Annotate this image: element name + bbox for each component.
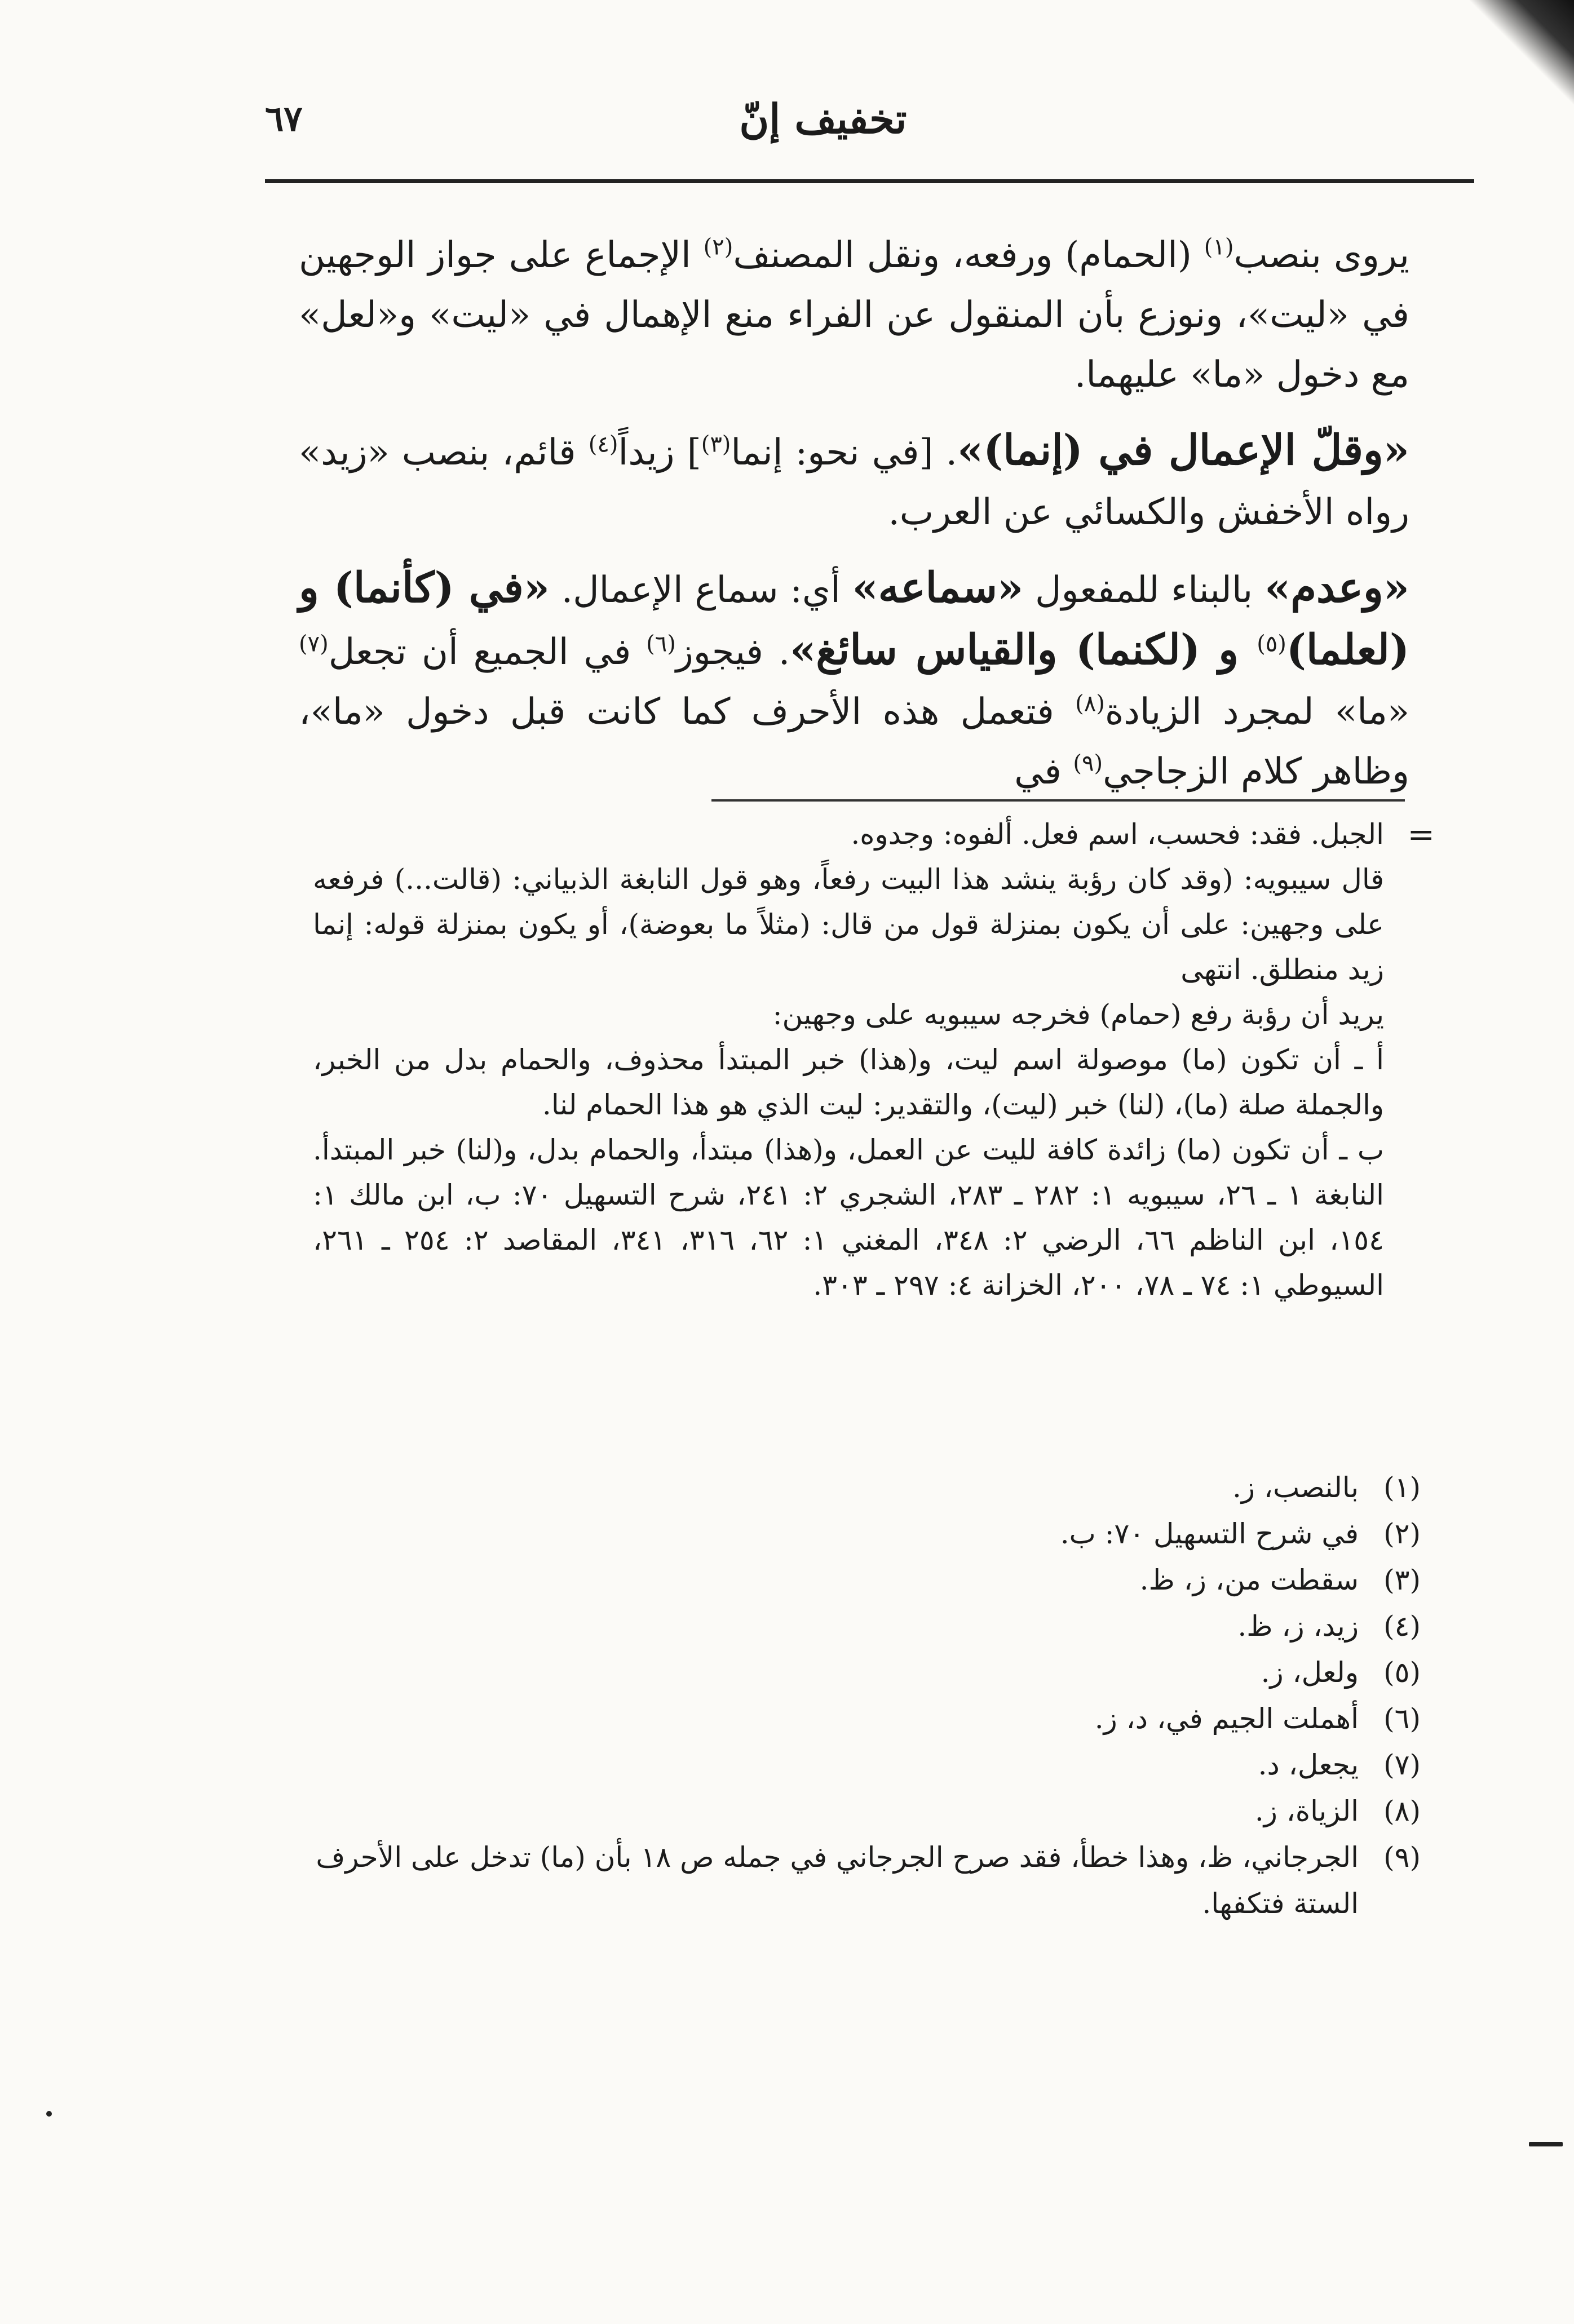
footnote-text: زيد، ز، ظ.: [1237, 1610, 1359, 1643]
footnote-item: [304, 1788, 1421, 1834]
footnote-ref: (٥): [1257, 631, 1286, 657]
text-run: «ما» لمجرد الزيادة: [1104, 691, 1410, 733]
text-run: في: [1014, 751, 1073, 793]
footnote-text: الجرجاني، ظ، وهذا خطأ، فقد صرح الجرجاني في جمله ص ١٨ بأن (ما) تدخل على الأحرف الستة فتكفها.: [316, 1841, 1359, 1920]
footnote-line: قال سيبويه: (وقد كان رؤبة ينشد هذا البيت رفعاً، وهو قول النابغة الذبياني: (قالت...) فرفعه على وجهين: على أن يكون بمنزلة قول من قال: (مثلاً ما بعوضة)، أو يكون بمنزلة قوله: إنما زيد منطلق. انتهى: [313, 863, 1384, 986]
matn-quote: و (لكنما) والقياس سائغ»: [790, 626, 1257, 674]
footnote-number: (٧): [1383, 1748, 1421, 1781]
matn-quote: «في (كأنما) و (لعلما): [299, 564, 1409, 674]
footnote-number: (٢): [1383, 1517, 1421, 1550]
running-title: تخفيف إنّ: [739, 94, 907, 143]
text-run: فتعمل هذه الأحرف كما كانت قبل دخول «ما»، وظاهر كلام الزجاجي: [299, 691, 1409, 793]
text-run: الإجماع على جواز الوجهين في «ليت»، ونوزع بأن المنقول عن الفراء منع الإهمال في «ليت» و«لعل» مع دخول «ما» عليهما.: [299, 234, 1409, 396]
matn-quote: «سماعه»: [852, 564, 1024, 612]
footnote-ref: (٦): [646, 631, 676, 657]
text-run: (الحمام) ورفعه، ونقل المصنف: [733, 234, 1204, 276]
footnote-item: [304, 1557, 1421, 1603]
main-text: [299, 225, 1409, 817]
footnote-ref: (٢): [703, 234, 733, 260]
text-run: قائم، بنصب «زيد» رواه الأخفش والكسائي عن العرب.: [299, 432, 1409, 533]
footnote-text: يجعل، د.: [1258, 1748, 1359, 1781]
footnote-ref: (٨): [1075, 690, 1105, 717]
footnote-line: ب ـ أن تكون (ما) زائدة كافة لليت عن العمل، و(هذا) مبتدأ، والحمام بدل، و(لنا) خبر المبتدأ. النابغة ١ ـ ٢٦، سيبويه ١: ٢٨٢ ـ ٢٨٣، الشجري ٢: ٢٤١، شرح التسهيل ٧٠: ب، ابن مالك ١: ١٥٤، ابن الناظم ٦٦، الرضي ٢: ٣٤٨، المغني ١: ٦٢، ٣١٦، ٣٤١، المقاصد ٢: ٢٥٤ ـ ٢٦١، السيوطي ١: ٧٤ ـ ٧٨، ٢٠٠، الخزانة ٤: ٢٩٧ ـ ٣٠٣.: [313, 1134, 1385, 1302]
footnote-text: أهملت الجيم في، د، ز.: [1094, 1702, 1359, 1735]
footnote-item: [304, 1834, 1421, 1927]
footnote-text: الزياة، ز.: [1254, 1795, 1359, 1827]
footnote-continuation: [313, 812, 1435, 1308]
scan-speck: [1529, 2142, 1563, 2146]
footnote-item: [304, 1603, 1421, 1649]
text-run: في الجميع أن تجعل: [328, 631, 647, 673]
footnote-ref: (٧): [299, 631, 329, 657]
footnote-number: (٥): [1383, 1656, 1421, 1689]
continuation-mark: =: [1407, 815, 1435, 853]
footnote-number: (١): [1383, 1471, 1421, 1504]
footnote-line: يريد أن رؤبة رفع (حمام) فخرجه سيبويه على وجهين:: [772, 998, 1384, 1031]
text-run: يروى بنصب: [1233, 234, 1410, 276]
header-rule: [265, 179, 1474, 183]
footnote-line: الجبل. فقد: فحسب، اسم فعل. ألفوه: وجدوه.: [851, 818, 1384, 851]
text-run: بالبناء للمفعول: [1023, 569, 1264, 611]
footnote-ref: (٩): [1073, 750, 1103, 777]
footnote-text: سقطت من، ز، ظ.: [1139, 1564, 1359, 1596]
footnote-item: [304, 1742, 1421, 1788]
footnote-ref: (٤): [588, 431, 618, 458]
footnote-number: (٩): [1383, 1841, 1421, 1874]
footnote-item: [304, 1464, 1421, 1511]
footnote-line: أ ـ أن تكون (ما) موصولة اسم ليت، و(هذا) خبر المبتدأ محذوف، والحمام بدل من الخبر، والجملة صلة (ما)، (لنا) خبر (ليت)، والتقدير: ليت الذي هو هذا الحمام لنا.: [313, 1043, 1384, 1121]
footnote-number: (٨): [1383, 1795, 1421, 1827]
scan-shadow-corner: [1433, 0, 1574, 169]
matn-quote: «وعدم»: [1264, 564, 1409, 612]
page-number: ٦٧: [265, 98, 303, 139]
text-run: أي: سماع الإعمال.: [550, 569, 852, 611]
footnote-ref: (١): [1204, 234, 1234, 260]
text-run: ] زيداً: [618, 432, 701, 473]
footnote-number: (٣): [1383, 1564, 1421, 1596]
footnote-ref: (٣): [701, 431, 731, 458]
footnote-item: [304, 1696, 1421, 1742]
paragraph-1: [299, 225, 1409, 405]
footnote-number: (٦): [1383, 1702, 1421, 1735]
paragraph-2: [299, 420, 1409, 542]
footnote-item: [304, 1649, 1421, 1696]
text-run: . فيجوز: [675, 631, 790, 673]
paragraph-3: [299, 558, 1409, 802]
footnote-separator: [711, 799, 1405, 802]
text-run: . [في نحو: إنما: [731, 432, 958, 473]
footnote-item: [304, 1511, 1421, 1557]
footnote-list: [304, 1464, 1421, 1927]
footnote-number: (٤): [1383, 1610, 1421, 1643]
footnote-text: في شرح التسهيل ٧٠: ب.: [1060, 1517, 1359, 1550]
footnote-text: بالنصب، ز.: [1232, 1471, 1359, 1504]
scan-speck: [46, 2111, 52, 2117]
matn-quote: «وقلّ الإعمال في (إنما)»: [957, 426, 1410, 475]
footnote-text: ولعل، ز.: [1261, 1656, 1359, 1689]
page-header: [265, 85, 1381, 152]
